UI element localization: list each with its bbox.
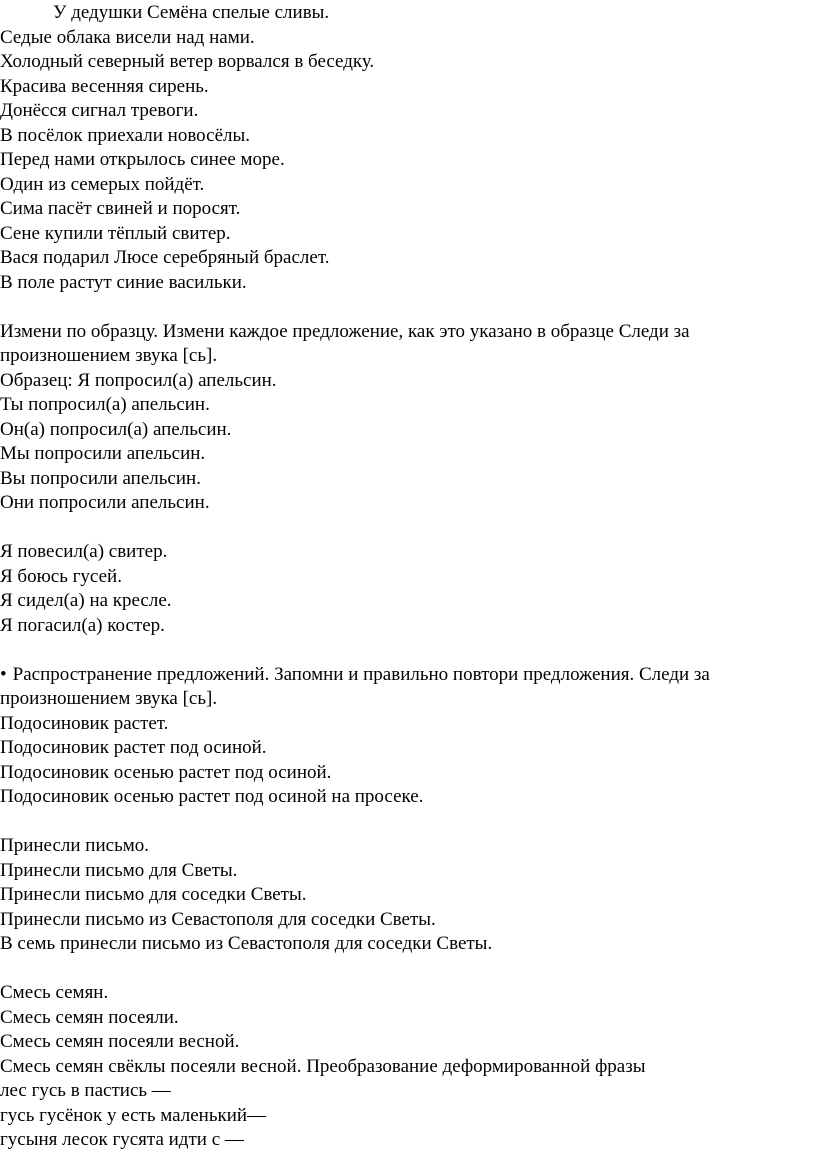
text-line: В семь принесли письмо из Севастополя для соседки Светы. bbox=[0, 933, 493, 954]
text-line: лес гусь в пастись — bbox=[0, 1080, 171, 1101]
instruction-text: Измени по образцу. Измени каждое предложение, как это указано в образце Следи за bbox=[0, 320, 690, 342]
instruction-text: произношением звука [сь]. bbox=[0, 345, 218, 366]
text-line: Сима пасёт свиней и поросят. bbox=[0, 198, 241, 219]
instruction-label: Распространение предложений. Запомни и правильно повтори предложения. Следи за bbox=[12, 663, 710, 685]
text-line: Подосиновик осенью растет под осиной. bbox=[0, 761, 332, 783]
instruction-text: произношением звука [сь]. bbox=[0, 688, 218, 709]
text-line: Я повесил(а) свитер. bbox=[0, 541, 168, 562]
text-line: Образец: Я попросил(а) апельсин. bbox=[0, 369, 277, 391]
text-line: Я сидел(а) на кресле. bbox=[0, 590, 172, 611]
text-line: Принесли письмо для соседки Светы. bbox=[0, 884, 307, 905]
text-line: гусыня лесок гусята идти с — bbox=[0, 1129, 244, 1150]
text-line: Подосиновик осенью растет под осиной на просеке. bbox=[0, 786, 424, 807]
sentence-list-3 bbox=[0, 540, 816, 638]
text-line: Донёсся сигнал тревоги. bbox=[0, 100, 199, 121]
document-body bbox=[0, 1, 816, 1153]
paragraph-gap bbox=[0, 957, 816, 982]
sentence-list-6 bbox=[0, 981, 816, 1153]
text-line: Сене купили тёплый свитер. bbox=[0, 222, 231, 244]
text-line: Холодный северный ветер ворвался в беседку. bbox=[0, 51, 375, 72]
text-line: Смесь семян. bbox=[0, 982, 109, 1003]
bullet-marker: • bbox=[0, 663, 7, 685]
text-line: В поле растут синие васильки. bbox=[0, 271, 247, 293]
text-line: Он(а) попросил(а) апельсин. bbox=[0, 418, 232, 440]
text-line: Они попросили апельсин. bbox=[0, 492, 210, 513]
text-line: Смесь семян посеяли весной. bbox=[0, 1031, 240, 1052]
text-line: У дедушки Семёна спелые сливы. bbox=[53, 2, 330, 23]
text-line: Смесь семян посеяли. bbox=[0, 1006, 179, 1028]
text-line: Красива весенняя сирень. bbox=[0, 75, 209, 97]
text-line: Ты попросил(а) апельсин. bbox=[0, 394, 210, 415]
text-line: гусь гусёнок у есть маленький— bbox=[0, 1104, 267, 1126]
sentence-list-5 bbox=[0, 834, 816, 957]
text-line: Один из семерых пойдёт. bbox=[0, 173, 205, 195]
text-line: Принесли письмо. bbox=[0, 835, 150, 856]
text-line: Подосиновик растет. bbox=[0, 712, 169, 734]
instruction-text bbox=[0, 663, 816, 688]
exercise-change-by-sample bbox=[0, 320, 816, 516]
text-line: Подосиновик растет под осиной. bbox=[0, 737, 267, 758]
text-line: Вы попросили апельсин. bbox=[0, 467, 201, 489]
text-line: Я боюсь гусей. bbox=[0, 565, 122, 587]
exercise-extend-sentences bbox=[0, 663, 816, 810]
paragraph-gap bbox=[0, 638, 816, 663]
paragraph-gap bbox=[0, 810, 816, 835]
paragraph-gap bbox=[0, 516, 816, 541]
text-line: Принесли письмо для Светы. bbox=[0, 859, 238, 881]
text-line: Принесли письмо из Севастополя для соседки Светы. bbox=[0, 908, 436, 930]
text-line: В посёлок приехали новосёлы. bbox=[0, 124, 251, 146]
text-line: Перед нами открылось синее море. bbox=[0, 149, 285, 170]
text-line: Я погасил(а) костер. bbox=[0, 614, 165, 636]
text-line: Седые облака висели над нами. bbox=[0, 26, 255, 48]
sentence-list-1 bbox=[0, 1, 816, 295]
text-line: Мы попросили апельсин. bbox=[0, 443, 206, 464]
text-line: Смесь семян свёклы посеяли весной. Преобразование деформированной фразы bbox=[0, 1055, 646, 1077]
text-line: Вася подарил Люсе серебряный браслет. bbox=[0, 247, 330, 268]
paragraph-gap bbox=[0, 295, 816, 320]
